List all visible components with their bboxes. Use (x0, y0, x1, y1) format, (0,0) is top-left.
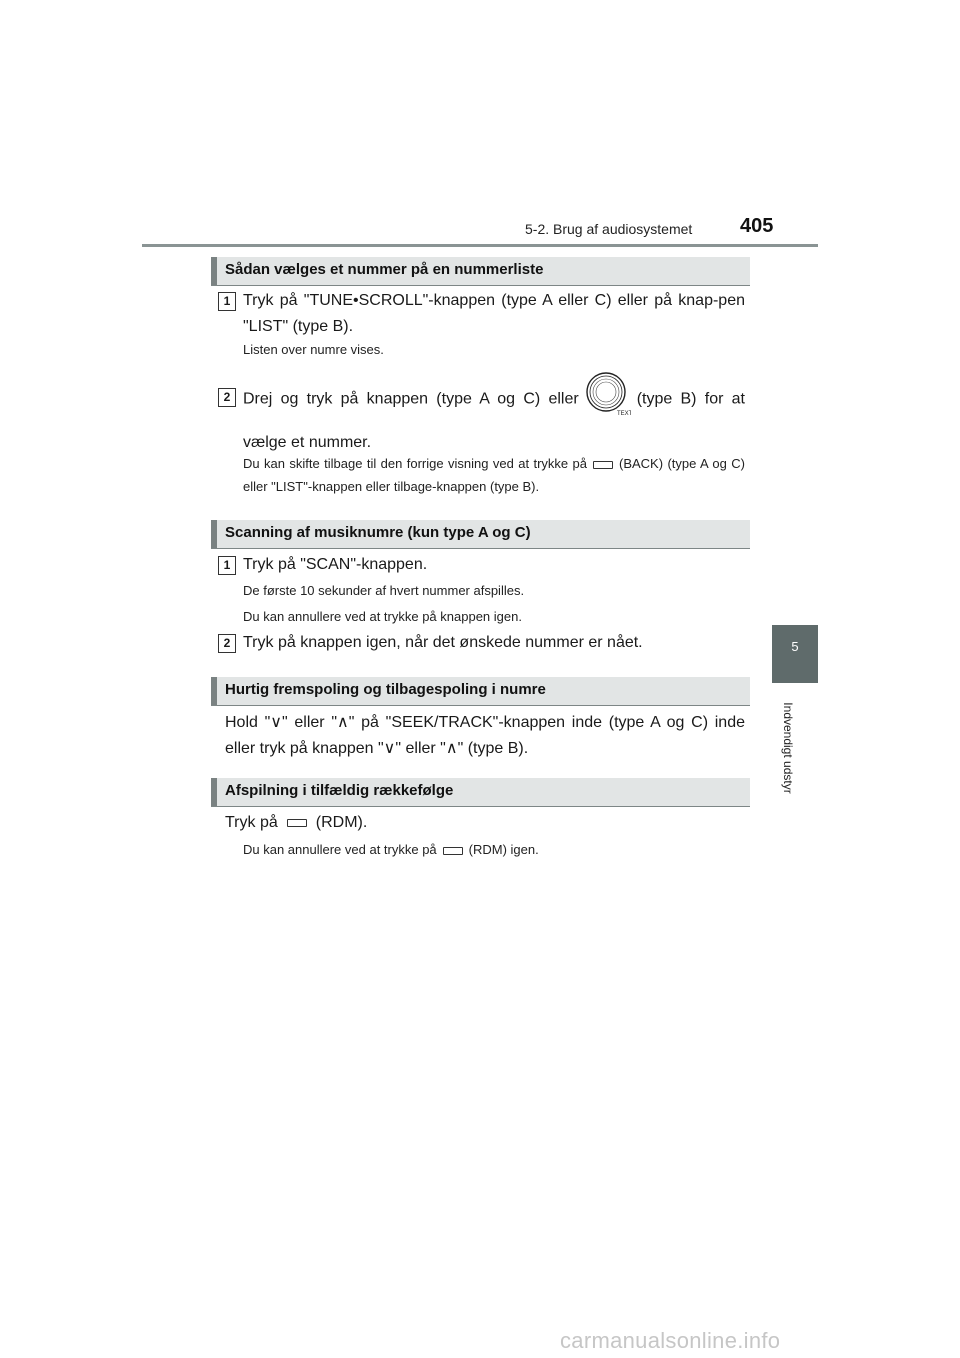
section-title: Hurtig fremspoling og tilbagespoling i numre (225, 681, 546, 698)
section-text: Hold "∨" eller "∧" på "SEEK/TRACK"-knappen inde (type A og C) inde eller tryk på knappen "∨" eller "∧" (type B). (225, 714, 745, 757)
step-number: 1 (218, 292, 236, 311)
step-note: Du kan annullere ved at trykke på knappen igen. (243, 609, 522, 624)
step-number: 2 (218, 388, 236, 407)
page-number: 405 (740, 215, 774, 237)
section-note-before: Du kan annullere ved at trykke på (243, 842, 437, 857)
section-title: Scanning af musiknumre (kun type A og C) (225, 524, 531, 541)
section-heading (211, 677, 750, 706)
section-note-after: (RDM) igen. (468, 842, 539, 857)
step-text: Tryk på "SCAN"-knappen. (243, 556, 428, 573)
section-heading (211, 778, 750, 807)
section-note (243, 838, 745, 861)
step-note: De første 10 sekunder af hvert nummer afspilles. (243, 583, 525, 598)
step-text: Tryk på "TUNE•SCROLL"-knappen (type A eller C) eller på knap-pen "LIST" (type B). (243, 292, 745, 335)
section-text-after: (RDM). (315, 814, 368, 831)
tune-knob-icon (585, 371, 631, 428)
section-heading (211, 520, 750, 549)
step-number: 2 (218, 634, 236, 653)
step-note (243, 452, 745, 498)
rdm-button-icon (287, 819, 307, 827)
rdm-button-icon (443, 847, 463, 855)
step-text-after: (type B) for at vælge et nummer. (243, 390, 746, 451)
section-heading (211, 257, 750, 286)
running-header-section: 5-2. Brug af audiosystemet (525, 221, 693, 237)
section-heading-bar (211, 257, 217, 285)
section-title: Sådan vælges et nummer på en nummerliste (225, 261, 544, 278)
step-text: Tryk på knappen igen, når det ønskede nummer er nået. (243, 634, 643, 651)
section-title: Afspilning i tilfældig rækkefølge (225, 782, 454, 799)
section-heading-bar (211, 778, 217, 806)
chapter-tab: 5 (772, 625, 818, 683)
step-text (243, 371, 745, 458)
step-text-before: Drej og tryk på knappen (type A og C) eller (243, 390, 579, 408)
section-heading-bar (211, 520, 217, 548)
step-note: Listen over numre vises. (243, 342, 384, 357)
step-number: 1 (218, 556, 236, 575)
back-button-icon (593, 461, 613, 469)
header-rule (142, 244, 818, 247)
step-note-after: (BACK) (type A og C) eller "LIST"-knappen eller tilbage-knappen (type B). (243, 456, 745, 494)
section-text-before: Tryk på (225, 814, 278, 831)
tune-knob-label: TEXT (616, 411, 631, 417)
section-text (225, 810, 745, 836)
section-heading-bar (211, 677, 217, 705)
watermark: carmanualsonline.info (560, 1328, 781, 1353)
chapter-tab-label: Indvendigt udstyr (781, 702, 795, 794)
step-note-before: Du kan skifte tilbage til den forrige visning ved at trykke på (243, 456, 587, 471)
